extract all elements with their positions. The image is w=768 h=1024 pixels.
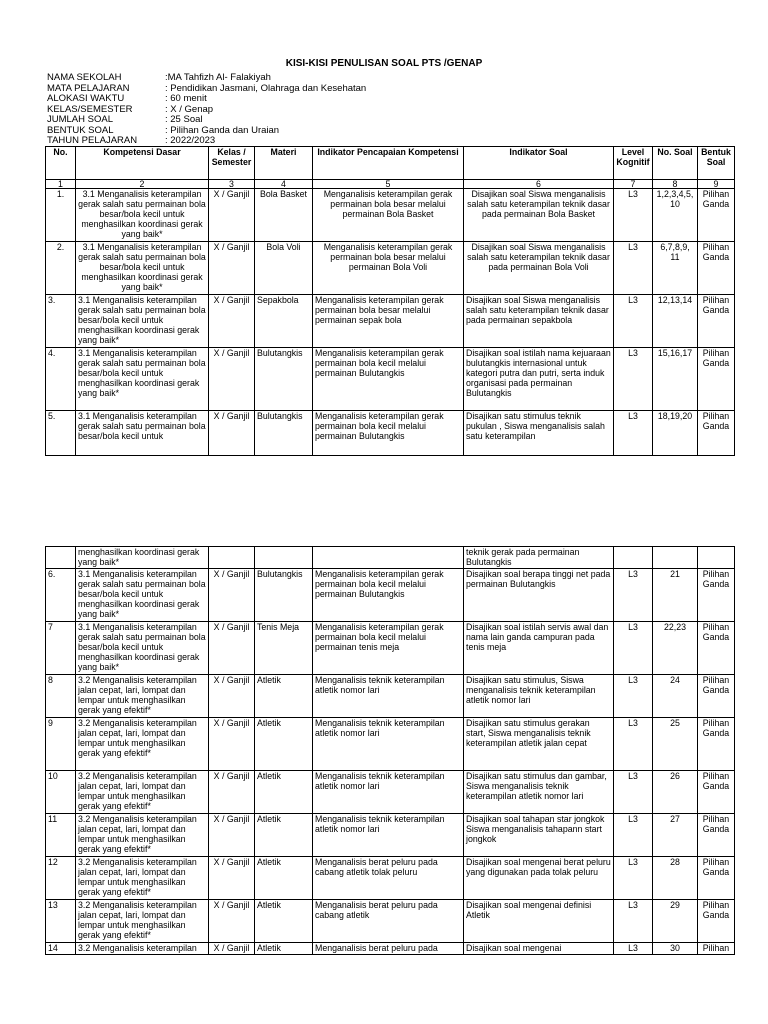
cell-materi: Atletik bbox=[255, 771, 313, 814]
cell-ipk: Menganalisis teknik keterampilan atletik nomor lari bbox=[313, 675, 464, 718]
cell-no: 13 bbox=[46, 900, 76, 943]
cell-kd: 3.1 Menganalisis keterampilan gerak salah satu permainan bola besar/bola kecil untuk menghasilkan koordinasi gerak yang baik* bbox=[76, 242, 209, 295]
info-row bbox=[47, 94, 366, 105]
cell-bentuk: Pilihan Ganda bbox=[698, 622, 735, 675]
cell-nosoal: 26 bbox=[653, 771, 698, 814]
cell-bentuk: Pilihan Ganda bbox=[698, 189, 735, 242]
column-header: Materi bbox=[255, 147, 313, 180]
table-row bbox=[46, 547, 735, 569]
cell-is: Disajikan soal istilah servis awal dan nama lain ganda campuran pada tenis meja bbox=[464, 622, 614, 675]
cell-is: Disajikan soal berapa tinggi net pada permainan Bulutangkis bbox=[464, 569, 614, 622]
column-number: 9 bbox=[698, 180, 735, 189]
info-row bbox=[47, 136, 366, 147]
cell-kelas: X / Ganjil bbox=[209, 189, 255, 242]
cell-level: L3 bbox=[614, 814, 653, 857]
cell-kd: 3.1 Menganalisis keterampilan gerak salah satu permainan bola besar/bola kecil untuk bbox=[76, 411, 209, 456]
cell-kelas: X / Ganjil bbox=[209, 411, 255, 456]
cell-is: Disajikan soal mengenai berat peluru yang digunakan pada tolak peluru bbox=[464, 857, 614, 900]
cell-level: L3 bbox=[614, 771, 653, 814]
cell-no: 12 bbox=[46, 857, 76, 900]
cell-kelas: X / Ganjil bbox=[209, 242, 255, 295]
document-info bbox=[47, 73, 366, 147]
cell-bentuk: Pilihan Ganda bbox=[698, 718, 735, 771]
cell-nosoal: 22,23 bbox=[653, 622, 698, 675]
column-number: 2 bbox=[76, 180, 209, 189]
info-label: MATA PELAJARAN bbox=[47, 82, 130, 94]
info-value: : 25 Soal bbox=[165, 114, 203, 125]
cell-no: 8 bbox=[46, 675, 76, 718]
cell-kd: 3.2 Menganalisis keterampilan jalan cepat, lari, lompat dan lempar untuk menghasilkan gerak yang efektif* bbox=[76, 771, 209, 814]
cell-kd: 3.1 Menganalisis keterampilan gerak salah satu permainan bola besar/bola kecil untuk menghasilkan koordinasi gerak yang baik* bbox=[76, 295, 209, 348]
cell-level: L3 bbox=[614, 242, 653, 295]
cell-ipk: Menganalisis keterampilan gerak permainan bola besar melalui permainan sepak bola bbox=[313, 295, 464, 348]
cell-kelas: X / Ganjil bbox=[209, 348, 255, 411]
column-number-row bbox=[46, 180, 735, 189]
cell-level: L3 bbox=[614, 675, 653, 718]
cell-materi: Atletik bbox=[255, 943, 313, 955]
cell-materi: Bulutangkis bbox=[255, 411, 313, 456]
table-row bbox=[46, 900, 735, 943]
cell-nosoal: 25 bbox=[653, 718, 698, 771]
column-number: 5 bbox=[313, 180, 464, 189]
cell-nosoal: 18,19,20 bbox=[653, 411, 698, 456]
info-label: JUMLAH SOAL bbox=[47, 114, 113, 125]
table-row bbox=[46, 943, 735, 955]
cell-kelas: X / Ganjil bbox=[209, 675, 255, 718]
cell-kd: 3.2 Menganalisis keterampilan jalan cepat, lari, lompat dan lempar untuk menghasilkan gerak yang efektif* bbox=[76, 675, 209, 718]
info-value: : Pendidikan Jasmani, Olahraga dan Kesehatan bbox=[165, 82, 367, 94]
cell-nosoal: 29 bbox=[653, 900, 698, 943]
info-row bbox=[47, 115, 366, 126]
cell-materi: Bola Basket bbox=[255, 189, 313, 242]
cell-level: L3 bbox=[614, 622, 653, 675]
info-value: : 2022/2023 bbox=[165, 135, 216, 146]
cell-level: L3 bbox=[614, 943, 653, 955]
info-value: :MA Tahfizh Al- Falakiyah bbox=[165, 72, 271, 83]
cell-ipk: Menganalisis teknik keterampilan atletik nomor lari bbox=[313, 771, 464, 814]
cell-materi: Atletik bbox=[255, 900, 313, 943]
cell-no: 4. bbox=[46, 348, 76, 411]
column-number: 6 bbox=[464, 180, 614, 189]
cell-kelas: X / Ganjil bbox=[209, 718, 255, 771]
table-row bbox=[46, 814, 735, 857]
cell-no: 1. bbox=[46, 189, 76, 242]
cell-bentuk: Pilihan Ganda bbox=[698, 242, 735, 295]
cell-is: Disajikan soal Siswa menganalisis salah satu keterampilan teknik dasar pada permainan Bola Basket bbox=[464, 189, 614, 242]
cell-bentuk: Pilihan Ganda bbox=[698, 814, 735, 857]
cell-kd: 3.1 Menganalisis keterampilan gerak salah satu permainan bola besar/bola kecil untuk menghasilkan koordinasi gerak yang baik* bbox=[76, 622, 209, 675]
column-header: No. Soal bbox=[653, 147, 698, 180]
cell-kd: 3.2 Menganalisis keterampilan jalan cepat, lari, lompat dan lempar untuk menghasilkan gerak yang efektif* bbox=[76, 718, 209, 771]
cell-is: Disajikan satu stimulus gerakan start, Siswa menganalisis teknik keterampilan atletik jalan cepat bbox=[464, 718, 614, 771]
cell-kd: menghasilkan koordinasi gerak yang baik* bbox=[76, 547, 209, 569]
cell-no bbox=[46, 547, 76, 569]
column-number: 1 bbox=[46, 180, 76, 189]
cell-ipk: Menganalisis keterampilan gerak permainan bola besar melalui permainan Bola Voli bbox=[313, 242, 464, 295]
column-header: Kelas / Semester bbox=[209, 147, 255, 180]
cell-bentuk: Pilihan Ganda bbox=[698, 411, 735, 456]
table-row bbox=[46, 857, 735, 900]
column-number: 4 bbox=[255, 180, 313, 189]
kisi-kisi-table-page-1 bbox=[45, 146, 735, 456]
table-row bbox=[46, 348, 735, 411]
info-label: ALOKASI WAKTU bbox=[47, 93, 125, 104]
cell-level: L3 bbox=[614, 411, 653, 456]
cell-materi: Tenis Meja bbox=[255, 622, 313, 675]
cell-ipk: Menganalisis keterampilan gerak permainan bola besar melalui permainan Bola Basket bbox=[313, 189, 464, 242]
cell-materi: Atletik bbox=[255, 857, 313, 900]
table-row bbox=[46, 189, 735, 242]
cell-nosoal: 21 bbox=[653, 569, 698, 622]
cell-level: L3 bbox=[614, 900, 653, 943]
table-row bbox=[46, 675, 735, 718]
cell-is: Disajikan soal istilah nama kejuaraan bulutangkis internasional untuk kategori putra dan putri, serta induk organisasi pada permainan Bulutangkis bbox=[464, 348, 614, 411]
cell-no: 10 bbox=[46, 771, 76, 814]
kisi-kisi-table-page-2 bbox=[45, 546, 735, 955]
cell-kelas: X / Ganjil bbox=[209, 900, 255, 943]
cell-nosoal: 1,2,3,4,5, 10 bbox=[653, 189, 698, 242]
cell-ipk: Menganalisis teknik keterampilan atletik nomor lari bbox=[313, 814, 464, 857]
cell-kelas: X / Ganjil bbox=[209, 814, 255, 857]
cell-is: Disajikan soal Siswa menganalisis salah satu keterampilan teknik dasar pada permainan Bola Voli bbox=[464, 242, 614, 295]
column-number: 7 bbox=[614, 180, 653, 189]
cell-is: Disajikan satu stimulus dan gambar, Siswa menganalisis teknik keterampilan atletik nomor lari bbox=[464, 771, 614, 814]
cell-no: 7 bbox=[46, 622, 76, 675]
cell-level bbox=[614, 547, 653, 569]
cell-kd: 3.2 Menganalisis keterampilan jalan cepat, lari, lompat dan lempar untuk menghasilkan gerak yang efektif* bbox=[76, 814, 209, 857]
cell-ipk: Menganalisis keterampilan gerak permainan bola kecil melalui permainan Bulutangkis bbox=[313, 569, 464, 622]
cell-kelas: X / Ganjil bbox=[209, 771, 255, 814]
cell-kelas: X / Ganjil bbox=[209, 943, 255, 955]
cell-bentuk bbox=[698, 547, 735, 569]
cell-is: Disajikan satu stimulus teknik pukulan , Siswa menganalisis salah satu keterampilan bbox=[464, 411, 614, 456]
cell-materi: Atletik bbox=[255, 675, 313, 718]
cell-bentuk: Pilihan Ganda bbox=[698, 857, 735, 900]
cell-level: L3 bbox=[614, 857, 653, 900]
cell-bentuk: Pilihan Ganda bbox=[698, 295, 735, 348]
cell-nosoal: 30 bbox=[653, 943, 698, 955]
cell-kd: 3.2 Menganalisis keterampilan jalan cepat, lari, lompat dan lempar untuk menghasilkan gerak yang efektif* bbox=[76, 900, 209, 943]
cell-level: L3 bbox=[614, 569, 653, 622]
column-number: 3 bbox=[209, 180, 255, 189]
info-value: : 60 menit bbox=[165, 93, 207, 104]
cell-is: Disajikan soal Siswa menganalisis salah satu keterampilan teknik dasar pada permainan sepakbola bbox=[464, 295, 614, 348]
info-label: KELAS/SEMESTER bbox=[47, 103, 133, 115]
cell-kd: 3.2 Menganalisis keterampilan bbox=[76, 943, 209, 955]
cell-ipk: Menganalisis berat peluru pada cabang atletik bbox=[313, 900, 464, 943]
column-header: Bentuk Soal bbox=[698, 147, 735, 180]
cell-kelas: X / Ganjil bbox=[209, 857, 255, 900]
column-header: Kompetensi Dasar bbox=[76, 147, 209, 180]
cell-ipk: Menganalisis berat peluru pada bbox=[313, 943, 464, 955]
cell-nosoal: 28 bbox=[653, 857, 698, 900]
cell-nosoal: 6,7,8,9, 11 bbox=[653, 242, 698, 295]
cell-kd: 3.1 Menganalisis keterampilan gerak salah satu permainan bola besar/bola kecil untuk menghasilkan koordinasi gerak yang baik* bbox=[76, 569, 209, 622]
cell-no: 5. bbox=[46, 411, 76, 456]
cell-nosoal: 24 bbox=[653, 675, 698, 718]
table-row bbox=[46, 718, 735, 771]
cell-kelas bbox=[209, 547, 255, 569]
column-header: Indikator Soal bbox=[464, 147, 614, 180]
cell-ipk: Menganalisis berat peluru pada cabang atletik tolak peluru bbox=[313, 857, 464, 900]
page-title: KISI-KISI PENULISAN SOAL PTS /GENAP bbox=[285, 58, 483, 69]
cell-bentuk: Pilihan Ganda bbox=[698, 771, 735, 814]
cell-materi: Bulutangkis bbox=[255, 569, 313, 622]
column-header: No. bbox=[46, 147, 76, 180]
info-row bbox=[47, 73, 366, 84]
cell-no: 6. bbox=[46, 569, 76, 622]
cell-bentuk: Pilihan Ganda bbox=[698, 569, 735, 622]
cell-nosoal bbox=[653, 547, 698, 569]
cell-level: L3 bbox=[614, 295, 653, 348]
info-value: : Pilihan Ganda dan Uraian bbox=[165, 124, 280, 136]
cell-materi bbox=[255, 547, 313, 569]
cell-is: teknik gerak pada permainan Bulutangkis bbox=[464, 547, 614, 569]
table-row bbox=[46, 242, 735, 295]
cell-kd: 3.2 Menganalisis keterampilan jalan cepat, lari, lompat dan lempar untuk menghasilkan gerak yang efektif* bbox=[76, 857, 209, 900]
cell-level: L3 bbox=[614, 189, 653, 242]
cell-materi: Atletik bbox=[255, 814, 313, 857]
cell-level: L3 bbox=[614, 718, 653, 771]
cell-level: L3 bbox=[614, 348, 653, 411]
cell-kelas: X / Ganjil bbox=[209, 622, 255, 675]
cell-is: Disajikan soal mengenai definisi Atletik bbox=[464, 900, 614, 943]
cell-is: Disajikan soal mengenai bbox=[464, 943, 614, 955]
table-row bbox=[46, 622, 735, 675]
cell-ipk: Menganalisis teknik keterampilan atletik nomor lari bbox=[313, 718, 464, 771]
info-label: BENTUK SOAL bbox=[47, 124, 114, 136]
table-header-row bbox=[46, 147, 735, 180]
cell-ipk bbox=[313, 547, 464, 569]
cell-kelas: X / Ganjil bbox=[209, 569, 255, 622]
cell-no: 3. bbox=[46, 295, 76, 348]
cell-ipk: Menganalisis keterampilan gerak permainan bola kecil melalui permainan Bulutangkis bbox=[313, 348, 464, 411]
cell-kd: 3.1 Menganalisis keterampilan gerak salah satu permainan bola besar/bola kecil untuk menghasilkan koordinasi gerak yang baik* bbox=[76, 189, 209, 242]
table-row bbox=[46, 771, 735, 814]
cell-kd: 3.1 Menganalisis keterampilan gerak salah satu permainan bola besar/bola kecil untuk menghasilkan koordinasi gerak yang baik* bbox=[76, 348, 209, 411]
column-number: 8 bbox=[653, 180, 698, 189]
cell-nosoal: 27 bbox=[653, 814, 698, 857]
info-label: NAMA SEKOLAH bbox=[47, 72, 122, 83]
cell-bentuk: Pilihan Ganda bbox=[698, 675, 735, 718]
cell-is: Disajikan soal tahapan star jongkok Siswa menganalisis tahapann start jongkok bbox=[464, 814, 614, 857]
info-value: : X / Genap bbox=[165, 103, 214, 115]
cell-materi: Bulutangkis bbox=[255, 348, 313, 411]
cell-nosoal: 15,16,17 bbox=[653, 348, 698, 411]
cell-materi: Sepakbola bbox=[255, 295, 313, 348]
table-row bbox=[46, 411, 735, 456]
column-header: Indikator Pencapaian Kompetensi bbox=[313, 147, 464, 180]
cell-ipk: Menganalisis keterampilan gerak permainan bola kecil melalui permainan Bulutangkis bbox=[313, 411, 464, 456]
cell-bentuk: Pilihan bbox=[698, 943, 735, 955]
info-label: TAHUN PELAJARAN bbox=[47, 135, 138, 146]
table-row bbox=[46, 569, 735, 622]
cell-nosoal: 12,13,14 bbox=[653, 295, 698, 348]
cell-bentuk: Pilihan Ganda bbox=[698, 900, 735, 943]
cell-is: Disajikan satu stimulus, Siswa menganalisis teknik keterampilan atletik nomor lari bbox=[464, 675, 614, 718]
cell-materi: Bola Voli bbox=[255, 242, 313, 295]
column-header: Level Kognitif bbox=[614, 147, 653, 180]
cell-no: 11 bbox=[46, 814, 76, 857]
cell-bentuk: Pilihan Ganda bbox=[698, 348, 735, 411]
cell-no: 2. bbox=[46, 242, 76, 295]
cell-no: 9 bbox=[46, 718, 76, 771]
cell-ipk: Menganalisis keterampilan gerak permainan bola kecil melalui permainan tenis meja bbox=[313, 622, 464, 675]
cell-kelas: X / Ganjil bbox=[209, 295, 255, 348]
cell-materi: Atletik bbox=[255, 718, 313, 771]
cell-no: 14 bbox=[46, 943, 76, 955]
table-row bbox=[46, 295, 735, 348]
